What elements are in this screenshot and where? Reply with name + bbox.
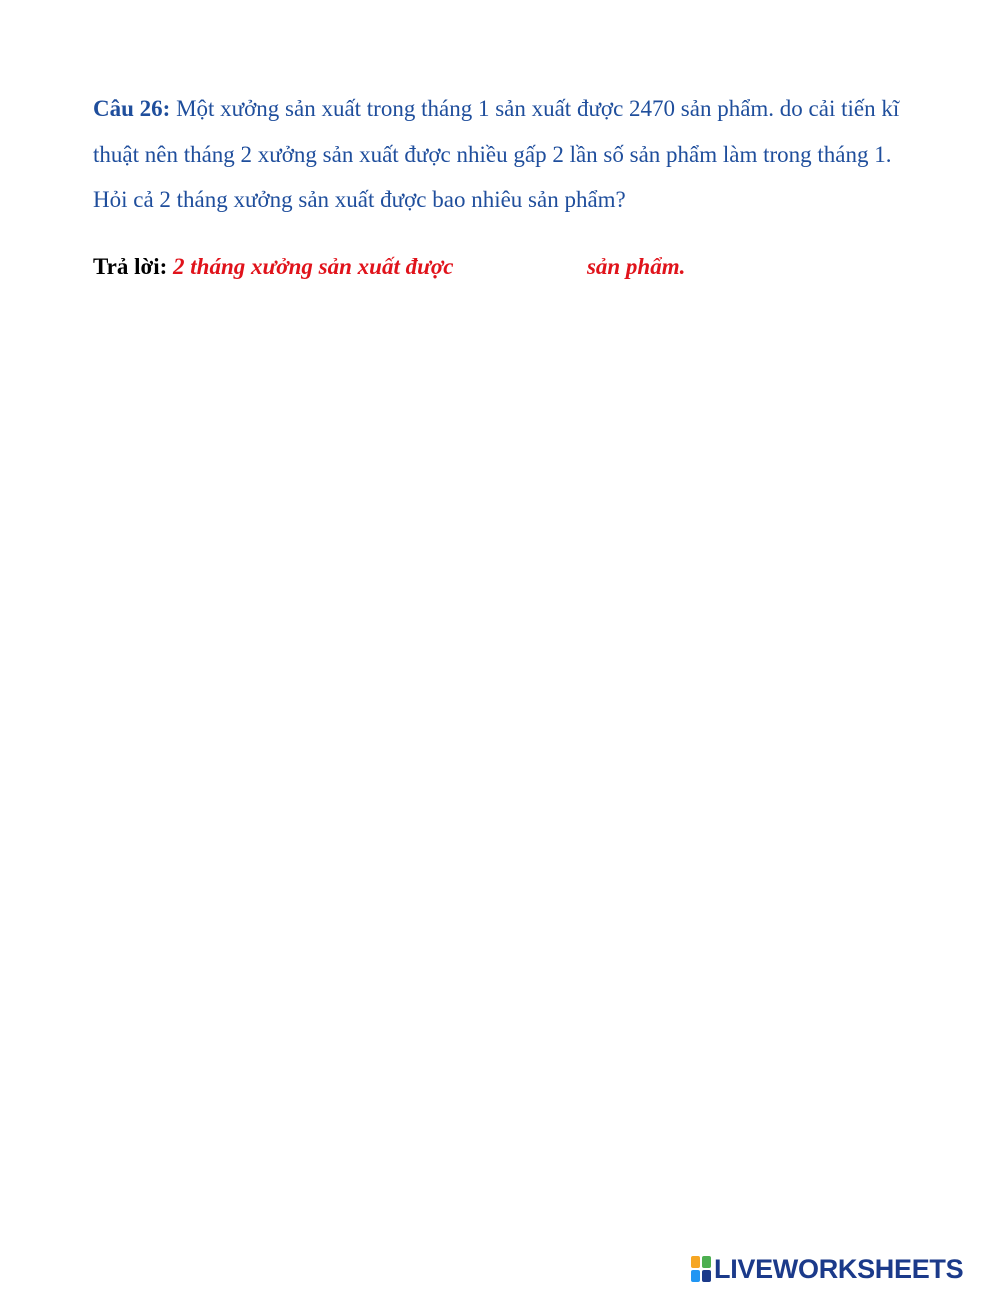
logo-mark-square-4 [702, 1270, 711, 1282]
answer-line [93, 248, 923, 286]
answer-text-after: sản phẩm. [586, 254, 686, 279]
logo-text: LIVEWORKSHEETS [714, 1253, 964, 1284]
question-body: Một xưởng sản xuất trong tháng 1 sản xuất được 2470 sản phẩm. do cải tiến kĩ thuật nên tháng 2 xưởng sản xuất được nhiều gấp 2 lần số sản phẩm làm trong tháng 1. Hỏi cả 2 tháng xưởng sản xuất được bao nhiêu sản phẩm? [93, 96, 900, 212]
logo-mark-square-1 [691, 1256, 700, 1268]
answer-input[interactable] [459, 254, 581, 284]
question-text-block [93, 86, 923, 223]
logo-mark-square-2 [702, 1256, 711, 1268]
answer-text-before: 2 tháng xưởng sản xuất được [173, 254, 454, 279]
answer-label: Trả lời: [93, 254, 168, 279]
liveworksheets-logo [691, 1253, 963, 1285]
question-label: Câu 26: [93, 96, 171, 121]
logo-mark-icon [691, 1256, 711, 1282]
logo-mark-square-3 [691, 1270, 700, 1282]
